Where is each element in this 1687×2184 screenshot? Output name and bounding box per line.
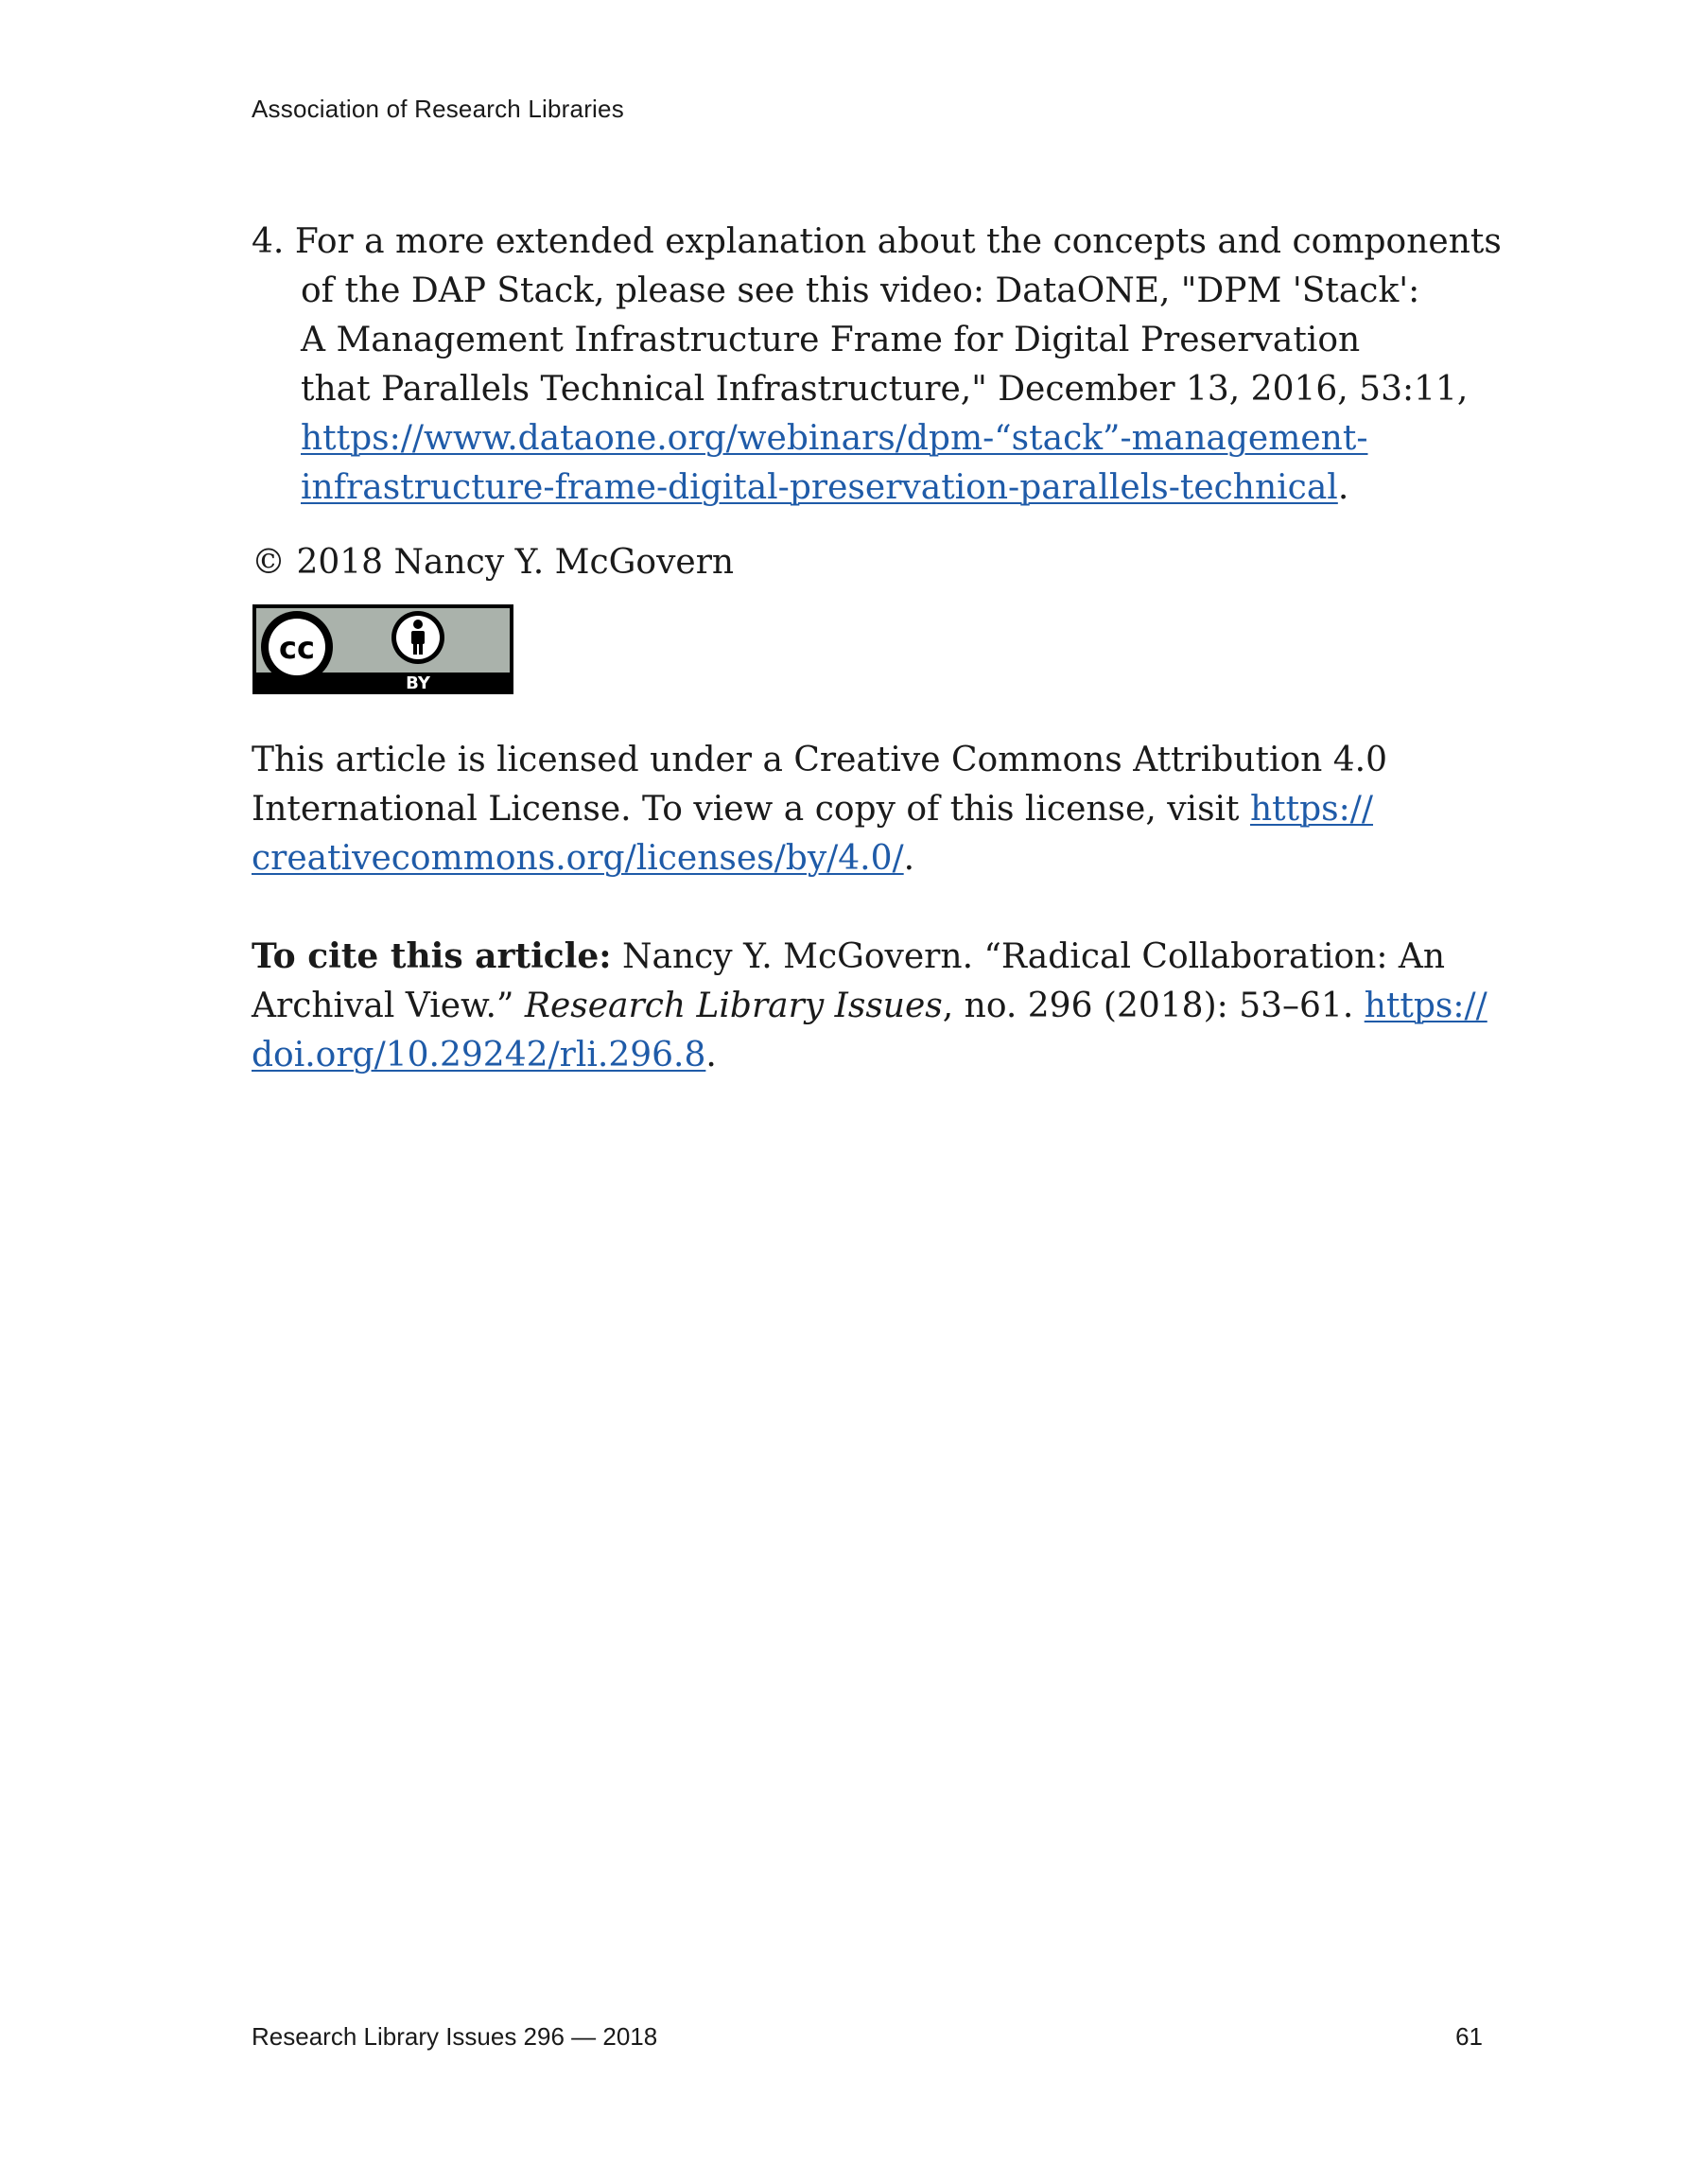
creative-commons-by-icon[interactable] (252, 603, 514, 695)
running-header: Association of Research Libraries (252, 95, 624, 123)
footnote-line-2: of the DAP Stack, please see this video: DataONE, "DPM 'Stack': (301, 271, 1420, 310)
attribution-person-icon (391, 611, 444, 664)
footnote-link-line-1 (301, 414, 1434, 463)
citation-label: To cite this article: (252, 936, 612, 976)
license-paragraph (252, 736, 1481, 883)
journal-title: Research Library Issues (524, 987, 943, 1025)
footnote-link-period: . (1337, 468, 1349, 507)
footnote-number: 4. (252, 222, 285, 261)
footnote-line-3: A Management Infrastructure Frame for Digital Preservation (301, 321, 1361, 359)
dataone-webinar-link-cont[interactable]: infrastructure-frame-digital-preservation-parallels-technical (301, 468, 1338, 507)
citation-line-1: To cite this article: Nancy Y. McGovern. “Radical Collaboration: An (252, 936, 1446, 976)
footnote-first-line (252, 218, 1502, 267)
license-line-3: creativecommons.org/licenses/by/4.0/. (252, 839, 915, 878)
cc-label: cc (279, 630, 315, 666)
license-line-2: International License. To view a copy of this license, visit https:// (252, 790, 1374, 829)
footnote-continuation (301, 267, 1469, 513)
page-number: 61 (1455, 2022, 1483, 2051)
footnote-line-1: For a more extended explanation about the concepts and components (294, 222, 1502, 261)
by-label: BY (406, 673, 430, 693)
copyright-line: © 2018 Nancy Y. McGovern (252, 543, 735, 582)
citation-line-3: doi.org/10.29242/rli.296.8. (252, 1036, 717, 1075)
license-link[interactable]: https:// (1249, 790, 1374, 829)
footnote-line-4: that Parallels Technical Infrastructure," December 13, 2016, 53:11, (301, 370, 1469, 409)
license-link-cont[interactable]: creativecommons.org/licenses/by/4.0/ (252, 839, 904, 878)
citation-paragraph (252, 932, 1487, 1080)
license-line-1: This article is licensed under a Creative Commons Attribution 4.0 (252, 741, 1388, 779)
running-footer: Research Library Issues 296 — 2018 (252, 2022, 658, 2051)
doi-link-cont[interactable]: doi.org/10.29242/rli.296.8 (252, 1036, 706, 1075)
footnote-link-line-2 (301, 463, 1434, 513)
doi-link[interactable]: https:// (1364, 987, 1487, 1025)
dataone-webinar-link[interactable]: https://www.dataone.org/webinars/dpm-“stack”-management- (301, 419, 1368, 458)
footnote-4 (252, 218, 1502, 513)
citation-line-2: Archival View.” Research Library Issues, no. 296 (2018): 53–61. https:// (252, 987, 1487, 1025)
